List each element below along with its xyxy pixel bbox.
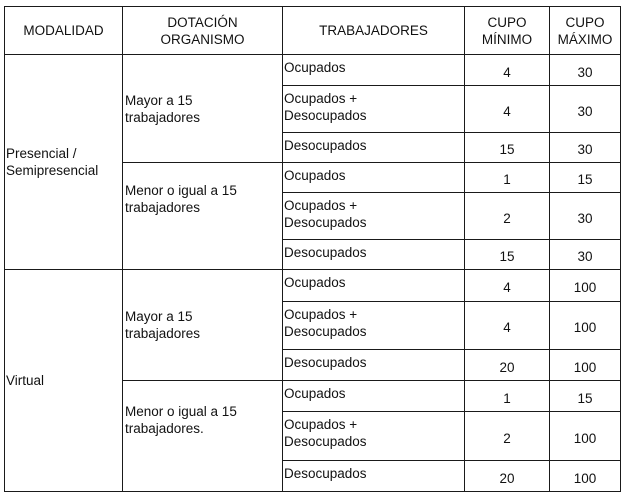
cupo-minimo-cell: 1 — [465, 163, 550, 193]
cupo-maximo-cell: 100 — [550, 302, 621, 350]
cupo-maximo-cell: 15 — [550, 381, 621, 412]
quota-table-container — [4, 6, 621, 492]
cupo-minimo-cell: 20 — [465, 350, 550, 381]
cupo-maximo-cell: 30 — [550, 55, 621, 86]
cupo-maximo-cell: 30 — [550, 86, 621, 133]
cupo-minimo-cell: 4 — [465, 270, 550, 302]
header-cupo-minimo: CUPO MÍNIMO — [465, 7, 550, 55]
trabajadores-cell: Ocupados — [283, 163, 465, 193]
cupo-minimo-cell: 1 — [465, 381, 550, 412]
dotacion-cell: Menor o igual a 15 trabajadores — [123, 163, 283, 270]
cupo-maximo-cell: 100 — [550, 270, 621, 302]
cupo-maximo-cell: 15 — [550, 163, 621, 193]
dotacion-cell: Mayor a 15 trabajadores — [123, 55, 283, 163]
trabajadores-cell: Ocupados — [283, 381, 465, 412]
cupo-maximo-cell: 100 — [550, 412, 621, 461]
cupo-minimo-cell: 4 — [465, 302, 550, 350]
header-cupo-maximo: CUPO MÁXIMO — [550, 7, 621, 55]
cupo-maximo-cell: 30 — [550, 133, 621, 163]
trabajadores-cell: Ocupados — [283, 270, 465, 302]
header-row — [5, 7, 621, 55]
trabajadores-cell: Ocupados + Desocupados — [283, 302, 465, 350]
cupo-minimo-cell: 15 — [465, 133, 550, 163]
trabajadores-cell: Ocupados + Desocupados — [283, 86, 465, 133]
dotacion-cell: Mayor a 15 trabajadores — [123, 270, 283, 381]
trabajadores-cell: Ocupados + Desocupados — [283, 193, 465, 240]
trabajadores-cell: Ocupados — [283, 55, 465, 86]
modalidad-cell: Presencial / Semipresencial — [5, 55, 123, 270]
trabajadores-cell: Desocupados — [283, 461, 465, 492]
header-modalidad: MODALIDAD — [5, 7, 123, 55]
cupo-maximo-cell: 30 — [550, 193, 621, 240]
cupo-maximo-cell: 30 — [550, 240, 621, 270]
dotacion-cell: Menor o igual a 15 trabajadores. — [123, 381, 283, 492]
trabajadores-cell: Ocupados + Desocupados — [283, 412, 465, 461]
header-dotacion: DOTACIÓN ORGANISMO — [123, 7, 283, 55]
cupo-minimo-cell: 2 — [465, 412, 550, 461]
cupo-minimo-cell: 15 — [465, 240, 550, 270]
header-trabajadores: TRABAJADORES — [283, 7, 465, 55]
trabajadores-cell: Desocupados — [283, 240, 465, 270]
quota-table — [4, 6, 621, 492]
trabajadores-cell: Desocupados — [283, 133, 465, 163]
cupo-minimo-cell: 4 — [465, 55, 550, 86]
table-row — [5, 55, 621, 86]
trabajadores-cell: Desocupados — [283, 350, 465, 381]
modalidad-cell: Virtual — [5, 270, 123, 492]
table-row — [5, 270, 621, 302]
cupo-minimo-cell: 2 — [465, 193, 550, 240]
cupo-minimo-cell: 4 — [465, 86, 550, 133]
cupo-maximo-cell: 100 — [550, 461, 621, 492]
cupo-minimo-cell: 20 — [465, 461, 550, 492]
cupo-maximo-cell: 100 — [550, 350, 621, 381]
